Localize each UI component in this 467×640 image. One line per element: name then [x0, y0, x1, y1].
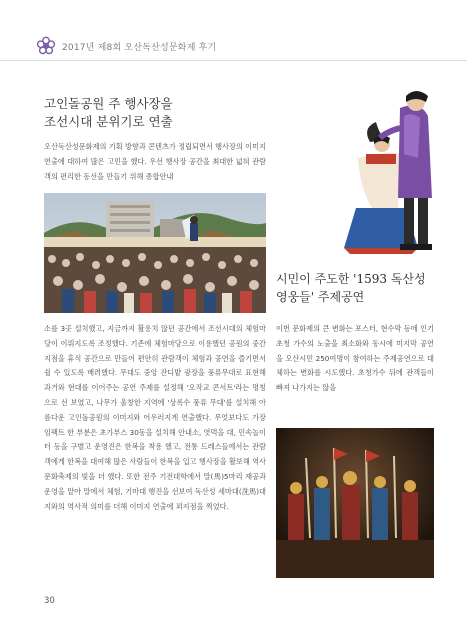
- dancer-photo: [300, 88, 460, 258]
- page-header: [0, 0, 467, 62]
- section1-heading-line1: 고인돌공원 주 행사장을: [44, 96, 173, 111]
- page-number: 30: [44, 596, 55, 606]
- section1-heading: [44, 95, 264, 131]
- section1-paragraph-bottom: 소를 3곳 설치했고, 지금까지 활용치 않던 공간에서 조선시대의 체험마당이 이뤄지도록 조정했다. 기존에 체험마당으로 이용했던 공원의 중간 지점을 휴식 공간으로 만들어 편안히 관람객이 체험과 공연을 즐기면서 쉴 수 있도록 배려했다. 무대도 중앙 잔디밭 광장을 풍류무대로 표현해 과거와 현대를 이어주는 공연 주제를 설정해 '오작교 콘서트'라는 명칭으로 선 보였고, 나무가 울창한 지역에 '상록수 풍류 무대'를 설치해 아름다운 고인돌공원의 이미지와 어우러지게 연출했다. 무엇보다도 가장 임팩트 한 부분은 초가부스 30동을 설치해 안내소, 엿먹을 대, 민속놀이터 등을 구별고 운영진은 한복을 착용 했고, 전통 드레스들에서는 관람객에게 한복을 대여해 많은 사람들이 한복을 입고 행사장을 활보해 역사문화축제의 빛을 더 했다. 또한 전주 기전대학에서 말(馬)5마리 재공과 운영을 맡아 말에서 체험, 기마대 행진을 선보여 독산성 세마대(洗馬)대지와의 역사적 의미를 더해 이미지 연출에 꾀지점을 찍었다.: [44, 324, 266, 511]
- section1-heading-line2: 조선시대 분위기로 연출: [44, 114, 173, 129]
- stage-performance-photo: [276, 428, 434, 578]
- header-title: 2017년 제8회 오산독산성문화제 후기: [62, 43, 217, 53]
- header-divider: [0, 60, 467, 61]
- flower-emblem-icon: [36, 36, 56, 56]
- section2-heading-line2: 영웅들' 주제공연: [276, 290, 365, 304]
- crowd-photo: [44, 193, 266, 313]
- section2-paragraph: 이번 문화제의 큰 변화는 포스터, 현수막 등에 인기 초청 가수의 노출을 최소화와 동시에 미지막 공연을 오산시민 250여명이 참여하는 주제공연으로 대체하는 변화를 시도했다. 초청가수 뒤에 관객들이 빠져 나가지는 않을: [276, 324, 434, 393]
- section2-heading: [276, 270, 446, 306]
- section1-paragraph-top: 오산독산성문화제의 기획 방향과 콘텐츠가 정립되면서 행사장의 이미지 연출에 대하여 많은 고민을 했다. 우선 행사장 공간을 최대한 넓혀 관람객의 편리한 동선을 만들기 위해 종합안내: [44, 142, 267, 181]
- section2-heading-line1: 시민이 주도한 '1593 독산성: [276, 272, 426, 286]
